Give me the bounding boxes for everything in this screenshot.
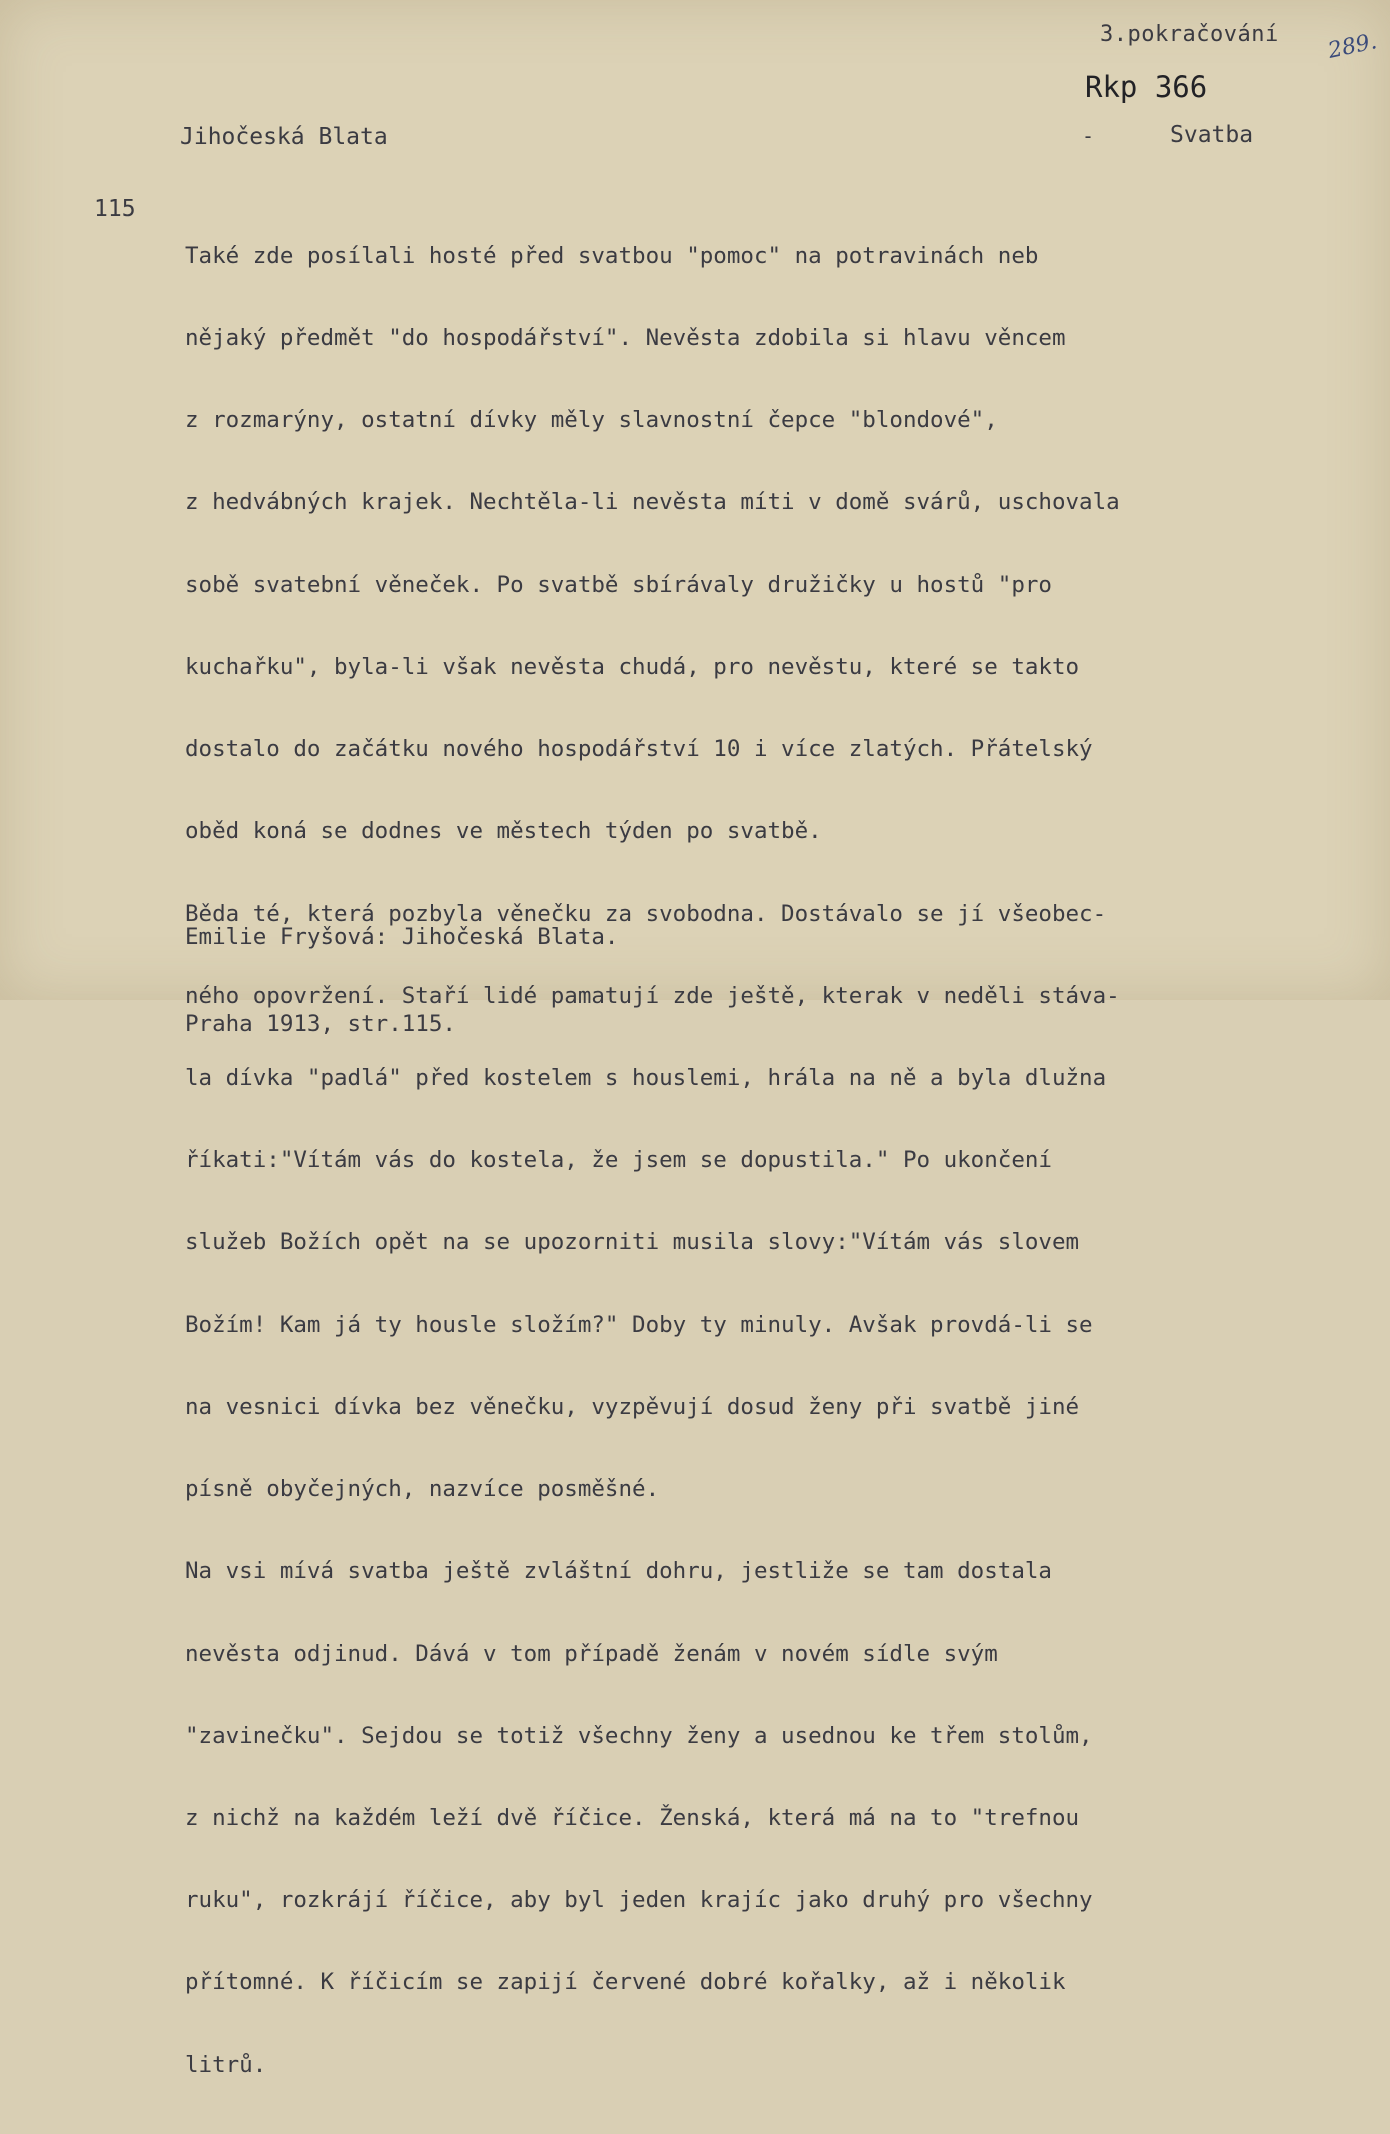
entry-line: litrů. [185, 2051, 267, 2078]
entry-line: sobě svatební věneček. Po svatbě sbírávaly družičky u hostů "pro [185, 571, 1052, 598]
entry-line: nevěsta odjinud. Dává v tom případě ženám v novém sídle svým [185, 1640, 998, 1667]
entry-line: služeb Božích opět na se upozorniti musila slovy:"Vítám vás slovem [185, 1229, 1080, 1256]
entry-line: kuchařku", byla-li však nevěsta chudá, pro nevěstu, které se takto [185, 653, 1080, 680]
citation [185, 865, 618, 1097]
entry-line: přítomné. K říčicím se zapijí červené dobré kořalky, až i několik [185, 1969, 1066, 1996]
entry-line: la dívka "padlá" před kostelem s houslemi, hrála na ně a byla dlužna [185, 1065, 1107, 1091]
entry-line: dostalo do začátku nového hospodářství 10 i více zlatých. Přátelský [185, 736, 1093, 763]
entry-line: Na vsi mívá svatba ještě zvláštní dohru, jestliže se tam dostala [185, 1558, 1052, 1585]
entry-line: Běda té, která pozbyla věnečku za svobodna. Dostávalo se jí všeobec- [185, 900, 1107, 927]
entry-line: na vesnici dívka bez věnečku, vyzpěvují dosud ženy při svatbě jiné [185, 1393, 1080, 1420]
entry-line: ruku", rozkrájí říčice, aby byl jeden krajíc jako druhý pro všechny [185, 1887, 1093, 1914]
entry-line: z rozmarýny, ostatní dívky měly slavnostní čepce "blondové", [185, 407, 998, 434]
entry-line: "zavinečku". Sejdou se totiž všechny ženy a usednou ke třem stolům, [185, 1722, 1093, 1749]
citation-publication-line: Praha 1913, str.115. [185, 1011, 456, 1037]
entry-number: 115 [94, 196, 136, 222]
region-title: Jihočeská Blata [180, 124, 388, 150]
entry-line: z nichž na každém leží dvě říčice. Ženská, která má na to "trefnou [185, 1804, 1080, 1831]
entry-line: říkati:"Vítám vás do kostela, že jsem se dopustila." Po ukončení [185, 1147, 1052, 1174]
entry-line: ného opovržení. Staří lidé pamatují zde ještě, kterak v neděli stáva- [185, 982, 1120, 1009]
manuscript-reference: Rkp 366 [1085, 70, 1208, 104]
header-dash: - [1082, 124, 1095, 148]
entry-line: nějaký předmět "do hospodářství". Nevěsta zdobila si hlavu věncem [185, 325, 1066, 352]
continuation-label: 3.pokračování [1100, 22, 1279, 47]
entry-line: Také zde posílali hosté před svatbou "pomoc" na potravinách neb [185, 242, 1039, 269]
entry-line: Božím! Kam já ty housle složím?" Doby ty minuly. Avšak provdá-li se [185, 1311, 1093, 1338]
entry-line: oběd koná se dodnes ve městech týden po svatbě. [185, 818, 822, 845]
topic-title: Svatba [1170, 122, 1254, 148]
entry-body [185, 188, 1375, 2134]
citation-author-line: Emilie Fryšová: Jihočeská Blata. [185, 924, 619, 950]
entry-line: z hedvábných krajek. Nechtěla-li nevěsta míti v domě svárů, uschovala [185, 489, 1120, 516]
entry-line: písně obyčejných, nazvíce posměšné. [185, 1476, 660, 1503]
handwritten-page-number: 289. [1325, 29, 1380, 64]
